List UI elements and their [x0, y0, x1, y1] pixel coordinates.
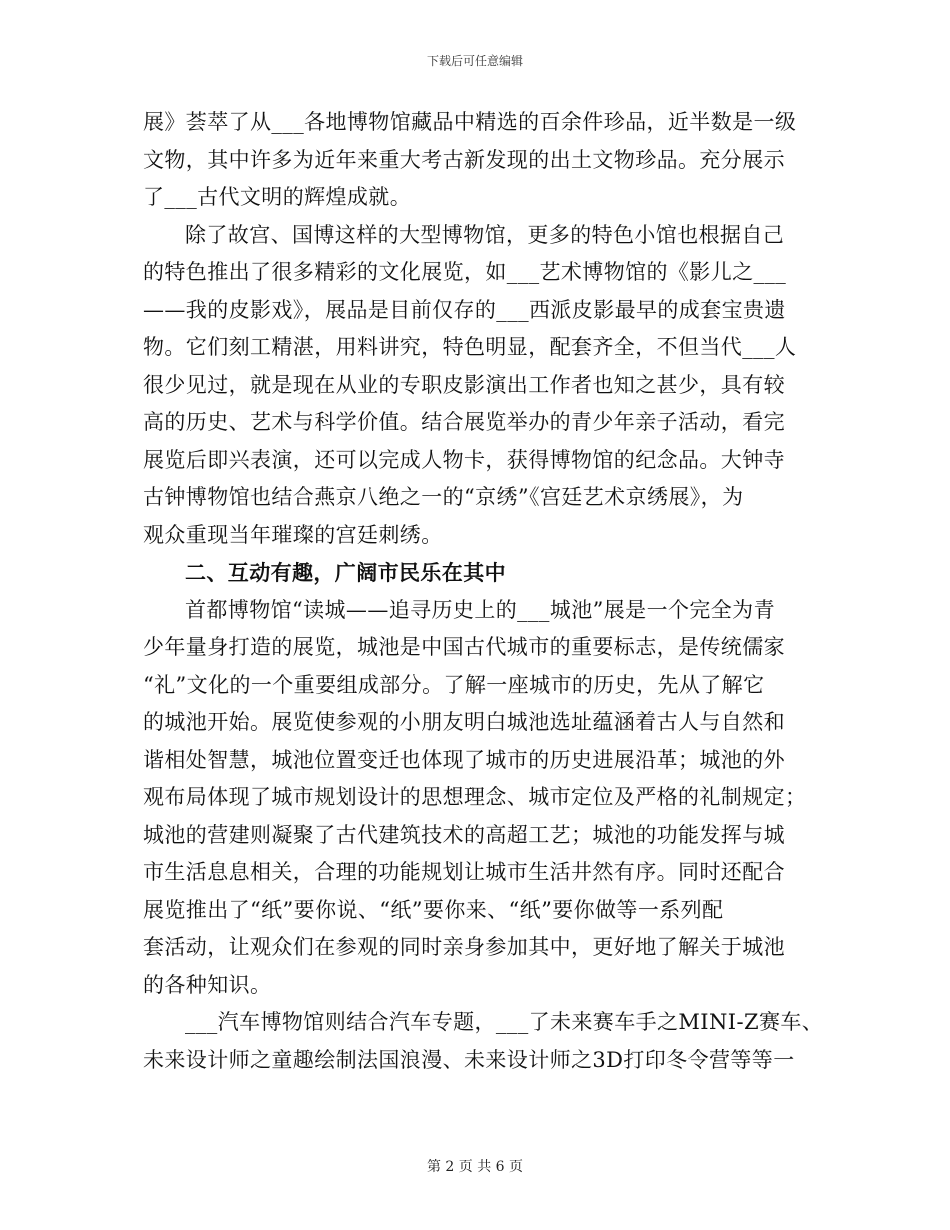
text-line: “礼”文化的一个重要组成部分。了解一座城市的历史，先从了解它 [143, 672, 765, 697]
text-line: 物。它们刻工精湛，用料讲究，特色明显，配套齐全，不但当代___人 [143, 335, 797, 359]
text-line: 很少见过，就是现在从业的专职皮影演出工作者也知之甚少，具有较 [143, 372, 785, 397]
text-line: 文物，其中许多为近年来重大考古新发现的出土文物珍品。充分展示 [143, 147, 785, 172]
text-line: 未来设计师之童趣绘制法国浪漫、未来设计师之3D打印冬令营等等一 [143, 1047, 795, 1072]
text-line: 除了故宫、国博这样的大型博物馆，更多的特色小馆也根据自己 [185, 222, 785, 247]
text-line: 展览推出了“纸”要你说、“纸”要你来、“纸”要你做等一系列配 [143, 897, 724, 922]
text-line: 观众重现当年璀璨的宫廷刺绣。 [143, 522, 443, 547]
text-line: 首都博物馆“读城——追寻历史上的___城池”展是一个完全为青 [185, 597, 775, 622]
text-line: 谐相处智慧，城池位置变迁也体现了城市的历史进展沿革；城池的外 [143, 747, 785, 772]
text-line: 观布局体现了城市规划设计的思想理念、城市定位及严格的礼制规定； [143, 785, 807, 809]
text-line: 了___古代文明的辉煌成就。 [143, 185, 412, 209]
section-heading: 二、互动有趣，广阔市民乐在其中 [185, 560, 506, 585]
text-line: 套活动，让观众们在参观的同时亲身参加其中，更好地了解关于城池 [143, 935, 785, 959]
text-line: 的各种知识。 [143, 972, 272, 997]
text-line: 城池的营建则凝聚了古代建筑技术的高超工艺；城池的功能发挥与城 [143, 822, 785, 847]
text-line: 高的历史、艺术与科学价值。结合展览举办的青少年亲子活动，看完 [143, 410, 785, 434]
page-header-note: 下载后可任意编辑 [426, 54, 523, 68]
text-line: 市生活息息相关，合理的功能规划让城市生活井然有序。同时还配合 [143, 860, 785, 884]
document-body [143, 104, 824, 1079]
text-line: 展览后即兴表演，还可以完成人物卡，获得博物馆的纪念品。大钟寺 [143, 447, 785, 472]
text-line: 古钟博物馆也结合燕京八绝之一的“京绣”《宫廷艺术京绣展》，为 [143, 485, 744, 509]
text-line: 的城池开始。展览使参观的小朋友明白城池选址蕴涵着古人与自然和 [143, 710, 785, 734]
text-line: 展》荟萃了从___各地博物馆藏品中精选的百余件珍品，近半数是一级 [143, 110, 797, 134]
text-line: 的特色推出了很多精彩的文化展览，如___艺术博物馆的《影儿之___ [143, 260, 787, 284]
text-line: ___汽车博物馆则结合汽车专题，___了未来赛车手之MINI-Z赛车、 [185, 1010, 824, 1034]
page-number-footer: 第 2 页 共 6 页 [426, 1159, 524, 1175]
text-line: ——我的皮影戏》，展品是目前仅存的___西派皮影最早的成套宝贵遗 [143, 297, 786, 322]
text-line: 少年量身打造的展览，城池是中国古代城市的重要标志，是传统儒家 [143, 635, 785, 659]
